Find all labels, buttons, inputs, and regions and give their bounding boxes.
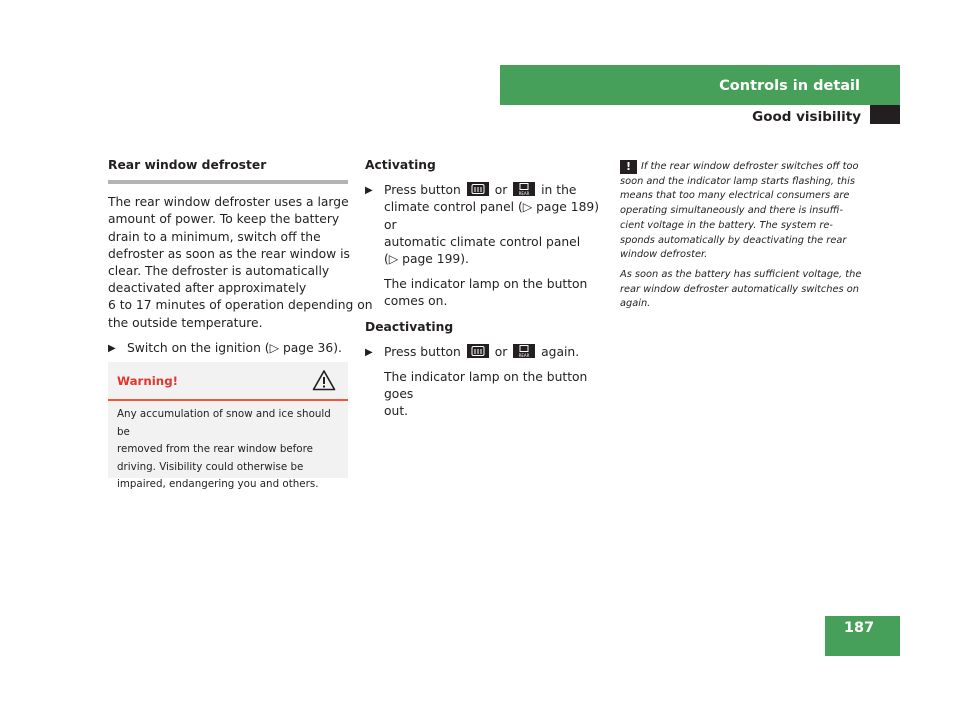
page-number-box: [825, 616, 900, 656]
activating-line: climate control panel (▷ page 189) or: [384, 200, 600, 232]
note-paragraph-1: ! If the rear window defroster switches off too soon and the indicator lamp starts flashing, this means that too many electrical consumers are operating simultaneously and there is insuffi-cient voltage in the battery. The system re-sponds automatically by deactivating the rear window defroster.: [620, 160, 859, 261]
subsection-title: Good visibility: [752, 109, 861, 125]
middle-column: [365, 157, 609, 421]
warning-triangle-icon: [312, 369, 336, 391]
note-exclamation-icon: !: [620, 160, 637, 174]
header-marker: [870, 105, 900, 124]
section-title: Controls in detail: [719, 78, 860, 94]
intro-line: 6 to 17 minutes of operation depending on: [108, 298, 373, 313]
deactivating-heading: Deactivating: [365, 319, 454, 334]
activating-result: comes on.: [384, 294, 448, 309]
deactivating-result: The indicator lamp on the button goes: [384, 370, 588, 402]
activating-result: The indicator lamp on the button: [384, 277, 588, 292]
activating-line: automatic climate control panel: [384, 234, 581, 249]
deactivating-result: out.: [384, 404, 409, 419]
warning-title: Warning!: [117, 374, 179, 388]
warning-box: [108, 362, 348, 490]
intro-line: drain to a minimum, switch off the: [108, 229, 321, 244]
warning-line: driving. Visibility could otherwise be: [117, 460, 304, 473]
rear-button-icon: [513, 344, 535, 358]
deactivating-step: ▶ Press button or REAR again.: [365, 344, 609, 361]
note-box: [620, 160, 865, 317]
intro-line: clear. The defroster is automatically: [108, 264, 330, 279]
warning-line: impaired, endangering you and others.: [117, 478, 319, 490]
bullet-arrow-icon: ▶: [108, 342, 116, 354]
intro-line: deactivated after approximately: [108, 281, 307, 296]
rear-defroster-icon: [467, 182, 489, 196]
header-bar: [500, 65, 900, 105]
bullet-arrow-icon: ▶: [365, 346, 373, 358]
activating-line: (▷ page 199).: [384, 252, 469, 267]
note-paragraph-2: As soon as the battery has sufficient voltage, the rear window defroster automatically switches on again.: [620, 268, 862, 310]
activating-step: ▶ Press button or REAR in the: [365, 182, 609, 199]
warning-line: removed from the rear window before: [117, 443, 313, 455]
intro-line: amount of power. To keep the battery: [108, 212, 340, 227]
rear-defroster-heading: Rear window defroster: [108, 158, 267, 172]
rear-button-icon: [513, 182, 535, 196]
ignition-step-text: Switch on the ignition (▷ page 36).: [127, 340, 342, 355]
rear-label: REAR: [518, 191, 530, 197]
ignition-step: [108, 340, 350, 357]
intro-line: the outside temperature.: [108, 315, 263, 330]
activating-heading: Activating: [365, 158, 436, 172]
rear-label: REAR: [518, 352, 530, 358]
warning-text: [117, 406, 343, 494]
intro-line: defroster as soon as the rear window is: [108, 246, 350, 261]
rear-defroster-icon: [467, 344, 489, 358]
page-number: 187: [843, 620, 875, 636]
warning-divider: [108, 399, 348, 401]
warning-line: Any accumulation of snow and ice should be: [117, 408, 331, 438]
bullet-arrow-icon: ▶: [365, 185, 373, 197]
intro-line: The rear window defroster uses a large: [108, 195, 349, 210]
heading-rule: [108, 180, 348, 184]
left-column: [108, 157, 373, 357]
